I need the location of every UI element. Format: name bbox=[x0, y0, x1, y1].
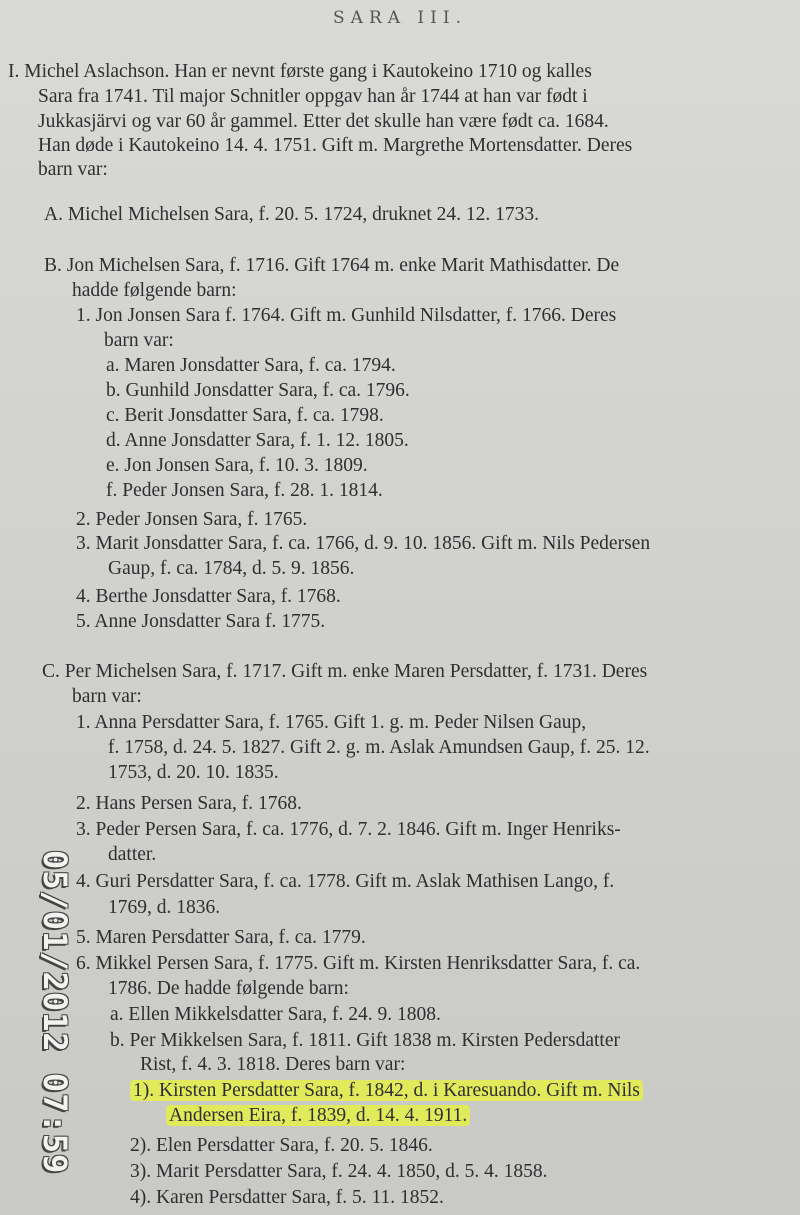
text-line: 3. Peder Persen Sara, f. ca. 1776, d. 7. 2. 1846. Gift m. Inger Henriks- bbox=[76, 819, 621, 840]
text-line: e. Jon Jonsen Sara, f. 10. 3. 1809. bbox=[106, 455, 368, 476]
text-line: 5. Maren Persdatter Sara, f. ca. 1779. bbox=[76, 927, 366, 948]
text-line: datter. bbox=[108, 844, 157, 865]
highlighter-mark: 1). Kirsten Persdatter Sara, f. 1842, d. i Karesuando. Gift m. Nils bbox=[130, 1080, 643, 1101]
text-line: 3). Marit Persdatter Sara, f. 24. 4. 1850, d. 5. 4. 1858. bbox=[130, 1161, 548, 1182]
text-line: f. Peder Jonsen Sara, f. 28. 1. 1814. bbox=[106, 480, 383, 501]
text-line: A. Michel Michelsen Sara, f. 20. 5. 1724, druknet 24. 12. 1733. bbox=[44, 204, 540, 225]
text-line: 2. Hans Persen Sara, f. 1768. bbox=[76, 793, 302, 814]
text-line: Rist, f. 4. 3. 1818. Deres barn var: bbox=[140, 1054, 406, 1075]
text-line: hadde følgende barn: bbox=[72, 280, 237, 301]
text-line: f. 1758, d. 24. 5. 1827. Gift 2. g. m. Aslak Amundsen Gaup, f. 25. 12. bbox=[108, 737, 650, 758]
text-line: I. Michel Aslachson. Han er nevnt første gang i Kautokeino 1710 og kalles bbox=[8, 61, 592, 82]
page-title: SARA III. bbox=[333, 8, 467, 28]
text-line: 6. Mikkel Persen Sara, f. 1775. Gift m. Kirsten Henriksdatter Sara, f. ca. bbox=[76, 953, 641, 974]
text-line: 5. Anne Jonsdatter Sara f. 1775. bbox=[76, 611, 326, 632]
text-line: Jukkasjärvi og var 60 år gammel. Etter det skulle han være født ca. 1684. bbox=[38, 111, 609, 132]
text-line: 4. Berthe Jonsdatter Sara, f. 1768. bbox=[76, 586, 341, 607]
text-line: C. Per Michelsen Sara, f. 1717. Gift m. enke Maren Persdatter, f. 1731. Deres bbox=[42, 661, 648, 682]
text-line: b. Gunhild Jonsdatter Sara, f. ca. 1796. bbox=[106, 380, 410, 401]
text-line: 1769, d. 1836. bbox=[108, 897, 221, 918]
text-line: 1. Anna Persdatter Sara, f. 1765. Gift 1. g. m. Peder Nilsen Gaup, bbox=[76, 712, 587, 733]
text-line: B. Jon Michelsen Sara, f. 1716. Gift 1764 m. enke Marit Mathisdatter. De bbox=[44, 255, 620, 276]
text-line: barn var: bbox=[38, 159, 108, 180]
text-line: 1. Jon Jonsen Sara f. 1764. Gift m. Gunhild Nilsdatter, f. 1766. Deres bbox=[76, 305, 617, 326]
text-line: a. Ellen Mikkelsdatter Sara, f. 24. 9. 1808. bbox=[110, 1004, 441, 1025]
text-line: barn var: bbox=[104, 330, 174, 351]
text-line: Sara fra 1741. Til major Schnitler oppgav han år 1744 at han var født i bbox=[38, 86, 588, 107]
text-line: 4). Karen Persdatter Sara, f. 5. 11. 1852. bbox=[130, 1187, 444, 1208]
text-line: 1786. De hadde følgende barn: bbox=[108, 978, 349, 999]
highlighter-mark: Andersen Eira, f. 1839, d. 14. 4. 1911. bbox=[166, 1105, 470, 1126]
text-line: Han døde i Kautokeino 14. 4. 1751. Gift m. Margrethe Mortensdatter. Deres bbox=[38, 135, 633, 156]
text-line: b. Per Mikkelsen Sara, f. 1811. Gift 1838 m. Kirsten Pedersdatter bbox=[110, 1030, 620, 1051]
text-line: barn var: bbox=[72, 686, 142, 707]
text-line: Gaup, f. ca. 1784, d. 5. 9. 1856. bbox=[108, 558, 355, 579]
text-line: a. Maren Jonsdatter Sara, f. ca. 1794. bbox=[106, 355, 396, 376]
highlighted-text-line bbox=[166, 1104, 470, 1128]
text-line: 2. Peder Jonsen Sara, f. 1765. bbox=[76, 509, 308, 530]
date-time-stamp: 05/01/2012 07:59 bbox=[36, 850, 74, 1175]
text-line: c. Berit Jonsdatter Sara, f. ca. 1798. bbox=[106, 405, 384, 426]
text-line: d. Anne Jonsdatter Sara, f. 1. 12. 1805. bbox=[106, 430, 409, 451]
text-line: 4. Guri Persdatter Sara, f. ca. 1778. Gift m. Aslak Mathisen Lango, f. bbox=[76, 871, 615, 892]
highlighted-text-line bbox=[130, 1079, 643, 1103]
text-line: 3. Marit Jonsdatter Sara, f. ca. 1766, d. 9. 10. 1856. Gift m. Nils Pedersen bbox=[76, 533, 651, 554]
text-line: 1753, d. 20. 10. 1835. bbox=[108, 762, 279, 783]
text-line: 2). Elen Persdatter Sara, f. 20. 5. 1846. bbox=[130, 1135, 433, 1156]
